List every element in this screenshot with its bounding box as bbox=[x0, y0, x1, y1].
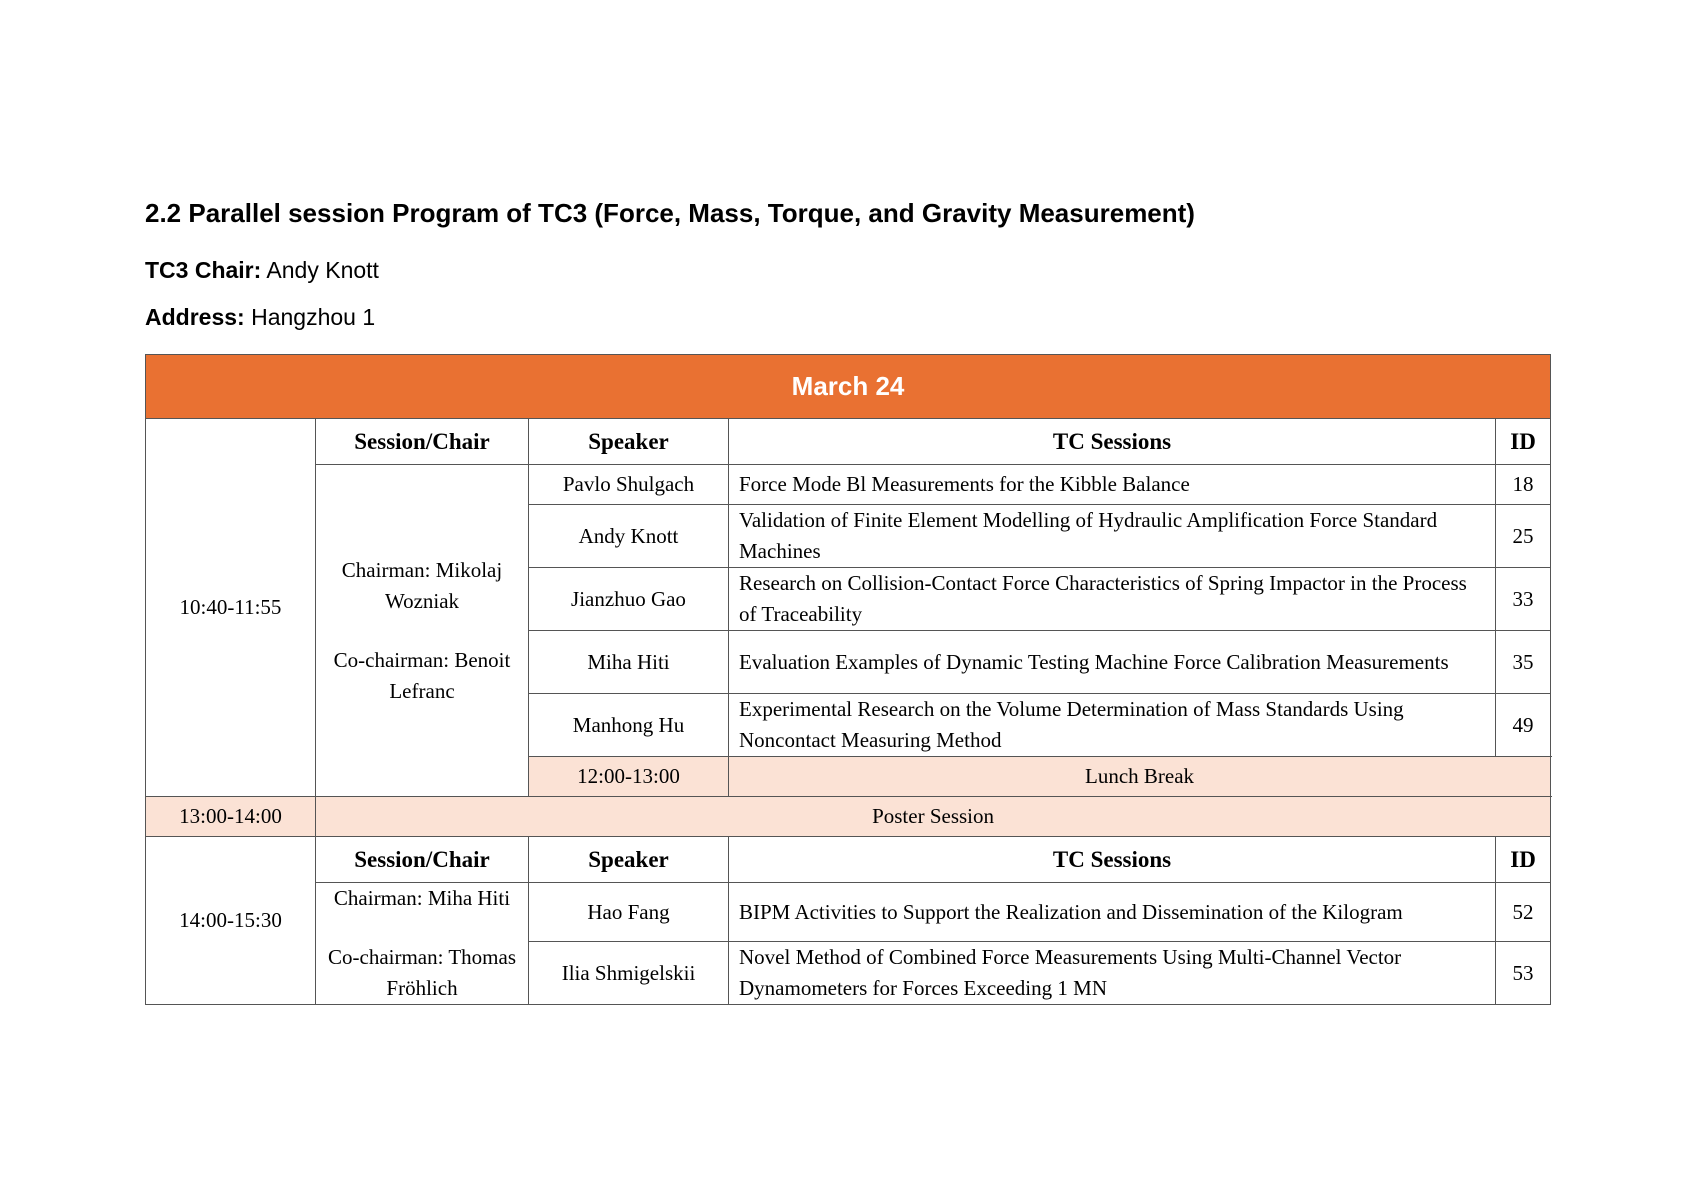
session-chair-cell bbox=[316, 465, 529, 797]
col-header-session-chair: Session/Chair bbox=[316, 419, 529, 465]
column-header-row bbox=[146, 837, 1551, 883]
session-title-cell: Evaluation Examples of Dynamic Testing Machine Force Calibration Measurements bbox=[729, 631, 1496, 694]
col-header-tc-sessions: TC Sessions bbox=[729, 837, 1496, 883]
speaker-cell: Ilia Shmigelskii bbox=[529, 942, 729, 1005]
session-title-cell: BIPM Activities to Support the Realization and Dissemination of the Kilogram bbox=[729, 883, 1496, 942]
col-header-id: ID bbox=[1496, 419, 1551, 465]
tc3-chair-line bbox=[145, 255, 1550, 285]
paper-id-cell: 33 bbox=[1496, 568, 1551, 631]
session-chair-cell bbox=[316, 883, 529, 1005]
address-label: Address: bbox=[145, 304, 245, 330]
speaker-cell: Jianzhuo Gao bbox=[529, 568, 729, 631]
paper-id-cell: 53 bbox=[1496, 942, 1551, 1005]
session-title-cell: Experimental Research on the Volume Determination of Mass Standards Using Noncontact Measuring Method bbox=[729, 694, 1496, 757]
cochairman-text: Co-chairman: Thomas Fröhlich bbox=[328, 945, 516, 1000]
col-header-id: ID bbox=[1496, 837, 1551, 883]
paper-id-cell: 18 bbox=[1496, 465, 1551, 505]
col-header-speaker: Speaker bbox=[529, 837, 729, 883]
speaker-cell: Andy Knott bbox=[529, 505, 729, 568]
document-page bbox=[145, 196, 1550, 1000]
chairman-text: Chairman: Miha Hiti bbox=[333, 886, 511, 910]
page-title: 2.2 Parallel session Program of TC3 (Force, Mass, Torque, and Gravity Measurement) bbox=[145, 198, 1195, 228]
break-label-cell: Poster Session bbox=[316, 797, 1551, 837]
schedule-table bbox=[145, 354, 1551, 1005]
address-line bbox=[145, 302, 1550, 332]
break-label-cell: Lunch Break bbox=[729, 757, 1551, 797]
time-slot-cell: 10:40-11:55 bbox=[146, 419, 316, 797]
break-time-cell: 12:00-13:00 bbox=[529, 757, 729, 797]
chairman-text: Chairman: Mikolaj Wozniak bbox=[341, 557, 503, 613]
speaker-cell: Manhong Hu bbox=[529, 694, 729, 757]
chair-label: TC3 Chair: bbox=[145, 257, 262, 283]
table-row bbox=[146, 465, 1551, 505]
paper-id-cell: 52 bbox=[1496, 883, 1551, 942]
col-header-speaker: Speaker bbox=[529, 419, 729, 465]
session-title-cell: Validation of Finite Element Modelling of Hydraulic Amplification Force Standard Machines bbox=[729, 505, 1496, 568]
cochairman-text: Co-chairman: Benoit Lefranc bbox=[333, 647, 511, 703]
address-value: Hangzhou 1 bbox=[251, 304, 376, 330]
speaker-cell: Miha Hiti bbox=[529, 631, 729, 694]
column-header-row bbox=[146, 419, 1551, 465]
paper-id-cell: 49 bbox=[1496, 694, 1551, 757]
break-row-poster bbox=[146, 797, 1551, 837]
break-time-cell: 13:00-14:00 bbox=[146, 797, 316, 837]
paper-id-cell: 25 bbox=[1496, 505, 1551, 568]
date-header: March 24 bbox=[146, 355, 1551, 419]
paper-id-cell: 35 bbox=[1496, 631, 1551, 694]
col-header-session-chair: Session/Chair bbox=[316, 837, 529, 883]
session-title-cell: Force Mode Bl Measurements for the Kibble Balance bbox=[729, 465, 1496, 505]
session-title-cell: Research on Collision-Contact Force Characteristics of Spring Impactor in the Process of Traceability bbox=[729, 568, 1496, 631]
speaker-cell: Pavlo Shulgach bbox=[529, 465, 729, 505]
chair-value: Andy Knott bbox=[266, 257, 379, 283]
session-title-cell: Novel Method of Combined Force Measurements Using Multi-Channel Vector Dynamometers for Forces Exceeding 1 MN bbox=[729, 942, 1496, 1005]
table-row bbox=[146, 883, 1551, 942]
speaker-cell: Hao Fang bbox=[529, 883, 729, 942]
date-header-row bbox=[146, 355, 1551, 419]
time-slot-cell: 14:00-15:30 bbox=[146, 837, 316, 1005]
col-header-tc-sessions: TC Sessions bbox=[729, 419, 1496, 465]
